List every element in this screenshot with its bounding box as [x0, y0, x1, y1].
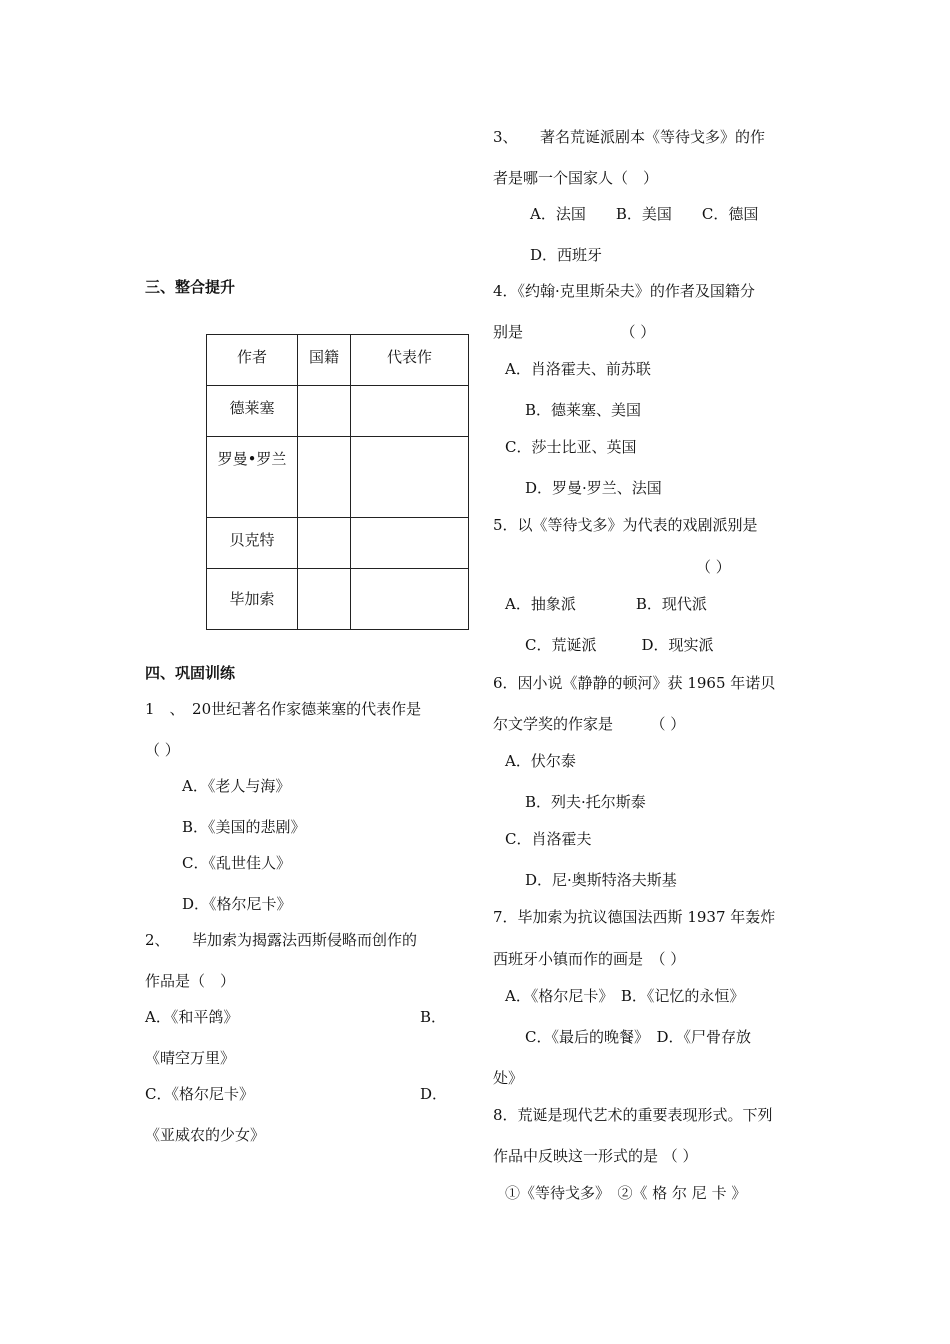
- q4-option-d: D．罗曼·罗兰、法国: [525, 479, 662, 497]
- table-header-nationality: 国籍: [298, 335, 351, 386]
- q6-option-a: A．伏尔泰: [505, 752, 576, 770]
- table-cell-author: 德莱塞: [207, 386, 298, 437]
- table-cell-author: 毕加索: [207, 569, 298, 630]
- q1-option-c: C．《乱世佳人》: [182, 854, 291, 872]
- table-cell-nationality: [298, 386, 351, 437]
- table-cell-author: 罗曼•罗兰: [207, 437, 298, 518]
- q5-stem-line1: 5．以《等待戈多》为代表的戏剧派别是: [493, 516, 758, 534]
- q2-option-a: A．《和平鸽》: [145, 1008, 239, 1026]
- section-four-title: 四、巩固训练: [145, 664, 236, 682]
- table-row: [207, 569, 469, 630]
- q7-options-ab: A．《格尔尼卡》 B．《记忆的永恒》: [505, 987, 745, 1005]
- q4-option-c: C．莎士比亚、英国: [505, 438, 637, 456]
- table-row: [207, 386, 469, 437]
- q6-stem-line2: 尔文学奖的作家是 （ ）: [493, 715, 686, 733]
- table-cell-nationality: [298, 518, 351, 569]
- table-cell-nationality: [298, 437, 351, 518]
- q3-stem-line2: 者是哪一个国家人（ ）: [493, 169, 659, 187]
- q7-options-cd: C．《最后的晚餐》 D．《尸骨存放: [525, 1028, 752, 1046]
- table-row: [207, 437, 469, 518]
- q4-stem-line2: 别是 （ ）: [493, 323, 656, 341]
- table-cell-work: [351, 437, 469, 518]
- table-cell-nationality: [298, 569, 351, 630]
- q7-stem-line2: 西班牙小镇而作的画是 （ ）: [493, 950, 686, 968]
- q1-option-a: A．《老人与海》: [182, 777, 291, 795]
- q1-option-b: B．《美国的悲剧》: [182, 818, 306, 836]
- table-header-author: 作者: [207, 335, 298, 386]
- q3-options-abc: A．法国 B．美国 C．德国: [530, 205, 759, 223]
- q8-stem-line2: 作品中反映这一形式的是 （ ）: [493, 1147, 698, 1165]
- q8-stem-line1: 8．荒诞是现代艺术的重要表现形式。下列: [493, 1106, 773, 1124]
- q1-option-d: D．《格尔尼卡》: [182, 895, 292, 913]
- q2-option-d-text: 《亚威农的少女》: [145, 1126, 266, 1144]
- q2-stem-line2: 作品是（ ）: [145, 972, 236, 990]
- q6-option-c: C．肖洛霍夫: [505, 830, 592, 848]
- q2-option-b-text: 《晴空万里》: [145, 1049, 236, 1067]
- q4-option-a: A．肖洛霍夫、前苏联: [505, 360, 651, 378]
- q3-option-d: D．西班牙: [530, 246, 603, 264]
- table-cell-author: 贝克特: [207, 518, 298, 569]
- q1-stem-line1: 1 、 20世纪著名作家德莱塞的代表作是: [145, 700, 422, 718]
- q3-stem-line1: 3、 著名荒诞派剧本《等待戈多》的作: [493, 128, 766, 146]
- q5-options-cd: C．荒诞派 D．现实派: [525, 636, 714, 654]
- q7-stem-line1: 7．毕加索为抗议德国法西斯 1937 年轰炸: [493, 908, 776, 926]
- q2-option-c: C．《格尔尼卡》: [145, 1085, 254, 1103]
- table-header-row: [207, 335, 469, 386]
- q5-options-ab: A．抽象派 B．现代派: [505, 595, 707, 613]
- q6-option-b: B．列夫·托尔斯泰: [525, 793, 646, 811]
- q4-option-b: B．德莱塞、美国: [525, 401, 642, 419]
- table-row: [207, 518, 469, 569]
- q2-stem-line1: 2、 毕加索为揭露法西斯侵略而创作的: [145, 931, 418, 949]
- q1-stem-line2: （ ）: [145, 741, 180, 759]
- q6-option-d: D．尼·奥斯特洛夫斯基: [525, 871, 677, 889]
- integration-table: [206, 334, 469, 630]
- q6-stem-line1: 6．因小说《静静的顿河》获 1965 年诺贝: [493, 674, 776, 692]
- q2-option-d-label: D．: [420, 1085, 448, 1103]
- q7-option-d-cont: 处》: [493, 1069, 524, 1087]
- q2-option-b-label: B．: [420, 1008, 447, 1026]
- table-header-work: 代表作: [351, 335, 469, 386]
- table-cell-work: [351, 569, 469, 630]
- q4-stem-line1: 4．《约翰·克里斯朵夫》的作者及国籍分: [493, 282, 755, 300]
- table-cell-work: [351, 518, 469, 569]
- q5-stem-line2: （ ）: [696, 558, 731, 576]
- table-cell-work: [351, 386, 469, 437]
- q8-options: ①《等待戈多》 ②《 格 尔 尼 卡 》: [505, 1184, 747, 1202]
- section-three-title: 三、整合提升: [145, 278, 236, 296]
